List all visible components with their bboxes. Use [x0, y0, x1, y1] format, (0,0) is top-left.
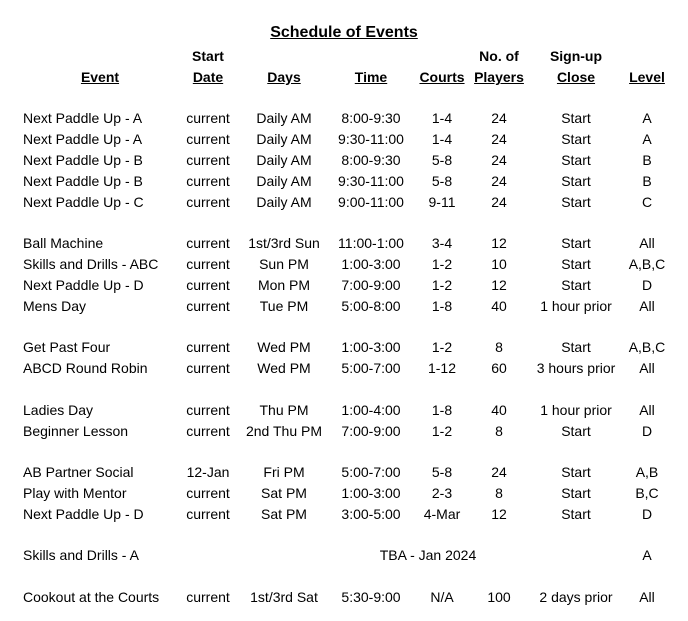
- time: 5:00-7:00: [341, 360, 401, 376]
- start-date: current: [186, 423, 230, 439]
- players: 100: [487, 589, 511, 605]
- days: Mon PM: [257, 277, 311, 293]
- start-date: current: [186, 277, 230, 293]
- players: 10: [491, 256, 507, 272]
- event-name: Ball Machine: [23, 235, 104, 251]
- signup-close: Start: [561, 423, 591, 439]
- courts: 1-12: [427, 360, 457, 376]
- start-date: current: [186, 360, 230, 376]
- start-date: current: [186, 402, 230, 418]
- table-row: [0, 192, 688, 213]
- days: Daily AM: [256, 194, 312, 210]
- start-date: current: [186, 339, 230, 355]
- start-date: current: [186, 173, 230, 189]
- time: 5:30-9:00: [341, 589, 401, 605]
- start-date: 12-Jan: [186, 464, 230, 480]
- courts: 5-8: [431, 464, 453, 480]
- signup-close: Start: [561, 256, 591, 272]
- level: A: [642, 547, 652, 563]
- event-name: Next Paddle Up - A: [23, 110, 143, 126]
- courts: 4-Mar: [423, 506, 461, 522]
- start-date: current: [186, 506, 230, 522]
- event-name: Get Past Four: [23, 339, 111, 355]
- table-row: [0, 358, 688, 379]
- players: 8: [495, 485, 503, 501]
- header-players: No. of Players: [474, 48, 524, 85]
- table-row: [0, 108, 688, 129]
- courts: 2-3: [431, 485, 453, 501]
- tba-note: TBA - Jan 2024: [379, 547, 477, 563]
- days: Fri PM: [263, 464, 305, 480]
- header-start-date: Start Date: [192, 48, 224, 85]
- table-row: [0, 421, 688, 442]
- event-name: Next Paddle Up - D: [23, 277, 144, 293]
- signup-close: 1 hour prior: [540, 298, 612, 314]
- days: Thu PM: [259, 402, 309, 418]
- players: 24: [491, 194, 507, 210]
- table-row: [0, 337, 688, 358]
- start-date: current: [186, 131, 230, 147]
- courts: 9-11: [428, 194, 456, 210]
- players: 40: [491, 402, 507, 418]
- signup-close: Start: [561, 506, 591, 522]
- level: All: [639, 235, 655, 251]
- courts: N/A: [430, 589, 454, 605]
- table-row: [0, 254, 688, 275]
- time: 11:00-1:00: [338, 235, 404, 251]
- start-date: current: [186, 152, 230, 168]
- event-name: AB Partner Social: [23, 464, 134, 480]
- table-row: [0, 400, 688, 421]
- days: Daily AM: [256, 131, 312, 147]
- start-date: current: [186, 485, 230, 501]
- days: 1st/3rd Sun: [248, 235, 320, 251]
- table-row: [0, 129, 688, 150]
- level: D: [641, 506, 653, 522]
- signup-close: Start: [561, 277, 591, 293]
- header-days: Days: [267, 69, 301, 85]
- signup-close: Start: [561, 131, 591, 147]
- level: D: [641, 423, 653, 439]
- players: 12: [491, 277, 507, 293]
- start-date: current: [186, 589, 230, 605]
- level: B: [642, 152, 652, 168]
- level: All: [639, 360, 655, 376]
- courts: 5-8: [431, 173, 453, 189]
- level: B: [642, 173, 652, 189]
- level: All: [639, 402, 655, 418]
- level: All: [639, 298, 655, 314]
- level: D: [641, 277, 653, 293]
- table-row: [0, 275, 688, 296]
- courts: 1-2: [431, 423, 453, 439]
- table-row: [0, 233, 688, 254]
- level: A,B: [635, 464, 659, 480]
- event-name: Next Paddle Up - B: [23, 173, 143, 189]
- event-name: Ladies Day: [23, 402, 94, 418]
- signup-close: Start: [561, 110, 591, 126]
- level: A,B,C: [628, 256, 666, 272]
- time: 5:00-8:00: [341, 298, 401, 314]
- courts: 1-8: [431, 402, 453, 418]
- courts: 1-2: [431, 277, 453, 293]
- courts: 1-2: [431, 339, 453, 355]
- time: 1:00-3:00: [341, 485, 401, 501]
- players: 12: [491, 506, 507, 522]
- courts: 5-8: [431, 152, 453, 168]
- event-name: Beginner Lesson: [23, 423, 129, 439]
- players: 8: [495, 423, 503, 439]
- time: 7:00-9:00: [341, 277, 401, 293]
- days: Wed PM: [257, 339, 311, 355]
- signup-close: Start: [561, 485, 591, 501]
- time: 3:00-5:00: [341, 506, 401, 522]
- event-name: Skills and Drills - ABC: [23, 256, 159, 272]
- header-time: Time: [354, 69, 388, 85]
- signup-close: Start: [561, 235, 591, 251]
- table-row: [0, 150, 688, 171]
- days: Sat PM: [261, 485, 307, 501]
- event-name: Next Paddle Up - D: [23, 506, 144, 522]
- level: B,C: [635, 485, 659, 501]
- signup-close: Start: [561, 152, 591, 168]
- time: 9:30-11:00: [338, 173, 404, 189]
- table-row: [0, 483, 688, 504]
- players: 8: [495, 339, 503, 355]
- start-date: current: [186, 256, 230, 272]
- days: Wed PM: [257, 360, 311, 376]
- players: 40: [491, 298, 507, 314]
- start-date: current: [186, 298, 230, 314]
- time: 1:00-4:00: [341, 402, 401, 418]
- days: Daily AM: [256, 173, 312, 189]
- header-courts: Courts: [419, 69, 465, 85]
- days: Sun PM: [259, 256, 309, 272]
- time: 8:00-9:30: [341, 152, 401, 168]
- days: Daily AM: [256, 152, 312, 168]
- start-date: current: [186, 194, 230, 210]
- signup-close: 1 hour prior: [540, 402, 612, 418]
- courts: 1-2: [431, 256, 453, 272]
- event-name: Cookout at the Courts: [23, 589, 160, 605]
- table-row: [0, 296, 688, 317]
- courts: 3-4: [431, 235, 453, 251]
- players: 24: [491, 110, 507, 126]
- event-name: ABCD Round Robin: [23, 360, 148, 376]
- courts: 1-8: [431, 298, 453, 314]
- table-row: [0, 545, 688, 566]
- signup-close: Start: [561, 194, 591, 210]
- level: A,B,C: [628, 339, 666, 355]
- days: 1st/3rd Sat: [250, 589, 318, 605]
- level: C: [641, 194, 653, 210]
- time: 9:00-11:00: [338, 194, 404, 210]
- courts: 1-4: [431, 110, 453, 126]
- time: 7:00-9:00: [341, 423, 401, 439]
- table-row: [0, 171, 688, 192]
- days: 2nd Thu PM: [245, 423, 322, 439]
- header-event: Event: [80, 69, 120, 85]
- signup-close: 2 days prior: [539, 589, 613, 605]
- players: 24: [491, 173, 507, 189]
- header-level: Level: [629, 69, 665, 85]
- players: 24: [491, 152, 507, 168]
- days: Daily AM: [256, 110, 312, 126]
- table-row: [0, 462, 688, 483]
- event-name: Mens Day: [23, 298, 87, 314]
- event-name: Next Paddle Up - B: [23, 152, 143, 168]
- signup-close: 3 hours prior: [536, 360, 616, 376]
- players: 60: [491, 360, 507, 376]
- start-date: current: [186, 110, 230, 126]
- table-row: [0, 587, 688, 608]
- time: 1:00-3:00: [341, 339, 401, 355]
- level: A: [642, 110, 652, 126]
- event-name: Skills and Drills - A: [23, 547, 139, 563]
- players: 12: [491, 235, 507, 251]
- event-name: Play with Mentor: [23, 485, 127, 501]
- level: All: [639, 589, 655, 605]
- time: 8:00-9:30: [341, 110, 401, 126]
- players: 24: [491, 131, 507, 147]
- players: 24: [491, 464, 507, 480]
- signup-close: Start: [561, 339, 591, 355]
- days: Tue PM: [259, 298, 309, 314]
- table-row: [0, 504, 688, 525]
- level: A: [642, 131, 652, 147]
- days: Sat PM: [261, 506, 307, 522]
- signup-close: Start: [561, 173, 591, 189]
- event-name: Next Paddle Up - C: [23, 194, 144, 210]
- event-name: Next Paddle Up - A: [23, 131, 143, 147]
- time: 1:00-3:00: [341, 256, 401, 272]
- time: 9:30-11:00: [338, 131, 404, 147]
- time: 5:00-7:00: [341, 464, 401, 480]
- signup-close: Start: [561, 464, 591, 480]
- courts: 1-4: [431, 131, 453, 147]
- header-signup-close: Sign-up Close: [549, 48, 603, 85]
- page-title: Schedule of Events: [270, 24, 418, 41]
- start-date: current: [186, 235, 230, 251]
